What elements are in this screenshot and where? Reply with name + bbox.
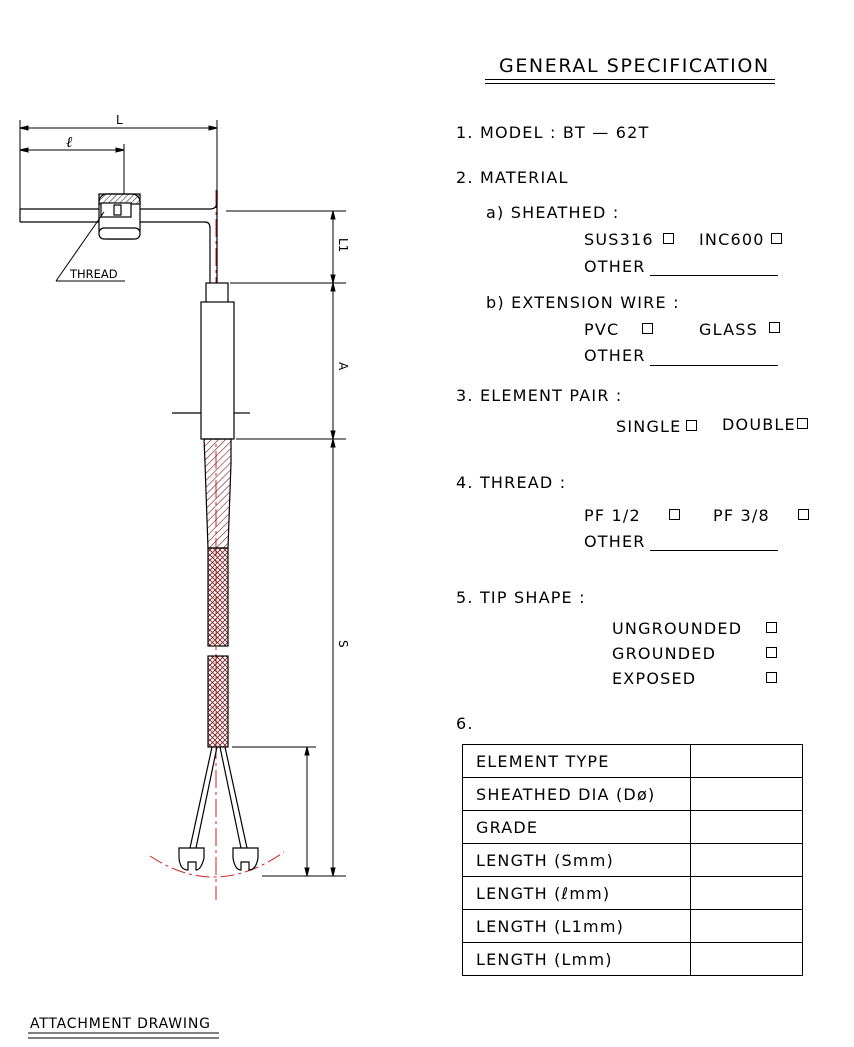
table-row-label: LENGTH (L1mm) [463,910,691,943]
label-L: L [116,113,123,127]
pf12-label: PF 1/2 [584,506,641,525]
table-row-label: LENGTH (Lmm) [463,943,691,976]
table-row-label: LENGTH (Smm) [463,844,691,877]
pf12-checkbox[interactable] [669,509,680,520]
section-6-heading: 6. [456,714,474,733]
pvc-checkbox[interactable] [642,323,653,334]
table-row-value[interactable] [691,844,803,877]
label-A: A [336,362,350,371]
probe-head [172,283,250,439]
sheathed-heading: a) SHEATHED : [486,203,620,222]
extension-other-field[interactable] [650,365,778,366]
thread-heading: 4. THREAD : [456,473,567,492]
table-row [463,877,803,910]
ungrounded-label: UNGROUNDED [612,619,743,638]
double-label: DOUBLE [722,415,796,434]
pvc-label: PVC [584,320,620,339]
spec-table [462,744,803,976]
model-line: 1. MODEL : BT — 62T [456,123,650,142]
compression-fitting [99,194,140,239]
extension-wire [204,439,231,747]
table-row-label: ELEMENT TYPE [463,745,691,778]
title-underline-2 [485,83,775,84]
table-row [463,745,803,778]
table-row-label: LENGTH (ℓmm) [463,877,691,910]
label-L1: L1 [336,238,350,253]
double-checkbox[interactable] [797,418,808,429]
title-underline [485,79,775,80]
table-row-value[interactable] [691,811,803,844]
label-l: ℓ [66,133,73,151]
extension-other-label: OTHER [584,346,646,365]
table-row-value[interactable] [691,910,803,943]
table-row-value[interactable] [691,778,803,811]
dimension-chain [226,211,346,876]
tip-shape-heading: 5. TIP SHAPE : [456,588,586,607]
table-row-value[interactable] [691,745,803,778]
exposed-label: EXPOSED [612,669,697,688]
single-checkbox[interactable] [686,420,697,431]
spec-title: GENERAL SPECIFICATION [499,55,770,77]
single-label: SINGLE [616,417,682,436]
sus316-checkbox[interactable] [663,233,674,244]
lead-wires [179,747,258,870]
sheathed-other-field[interactable] [650,275,778,276]
glass-checkbox[interactable] [769,322,780,333]
grounded-label: GROUNDED [612,644,717,663]
table-row [463,943,803,976]
table-row-value[interactable] [691,877,803,910]
label-S: S [336,640,350,648]
element-pair-heading: 3. ELEMENT PAIR : [456,386,623,405]
table-row [463,844,803,877]
thread-other-field[interactable] [650,550,778,551]
material-heading: 2. MATERIAL [456,168,569,187]
inc600-checkbox[interactable] [771,233,782,244]
sheathed-other-label: OTHER [584,257,646,276]
table-row-value[interactable] [691,943,803,976]
pf38-checkbox[interactable] [798,509,809,520]
table-row [463,910,803,943]
glass-label: GLASS [699,320,758,339]
extension-wire-heading: b) EXTENSION WIRE : [486,293,680,312]
table-row-label: SHEATHED DIA (Dø) [463,778,691,811]
drawing-caption: ATTACHMENT DRAWING [30,1016,211,1032]
table-row [463,778,803,811]
table-row-label: GRADE [463,811,691,844]
thread-label: THREAD [70,267,118,281]
exposed-checkbox[interactable] [766,672,777,683]
grounded-checkbox[interactable] [766,647,777,658]
inc600-label: INC600 [699,230,765,249]
sus316-label: SUS316 [584,230,654,249]
pf38-label: PF 3/8 [713,506,770,525]
ungrounded-checkbox[interactable] [766,622,777,633]
thread-other-label: OTHER [584,532,646,551]
table-row [463,811,803,844]
